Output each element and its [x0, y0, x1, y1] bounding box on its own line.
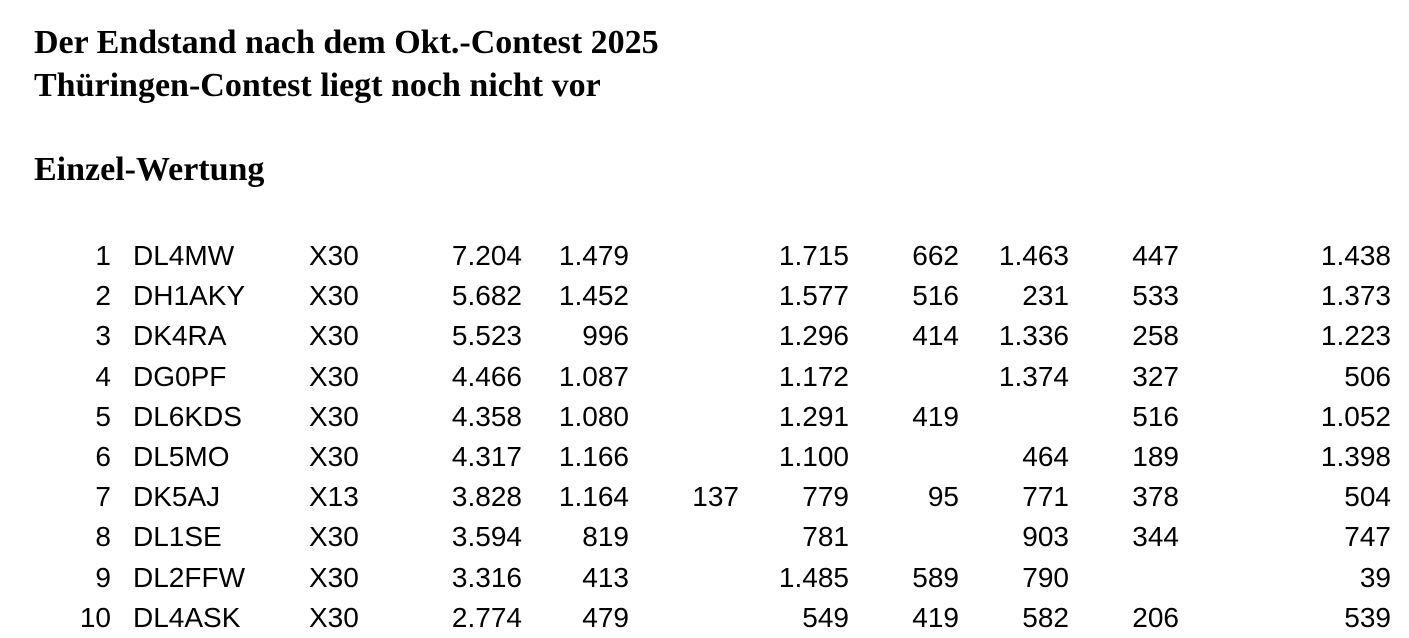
contest-score-cell-6: 189 — [1132, 440, 1179, 472]
total-score-cell: 3.828 — [451, 481, 522, 513]
callsign-cell: DH1AKY — [133, 280, 246, 312]
class-cell: X30 — [309, 601, 359, 633]
total-score-cell: 3.316 — [451, 561, 522, 593]
class-cell: X30 — [309, 400, 359, 432]
contest-score-cell-5: 1.336 — [998, 320, 1069, 352]
contest-score-cell-1: 1.087 — [558, 360, 629, 392]
section-title: Einzel-Wertung — [34, 151, 265, 188]
contest-score-cell-7: 39 — [1359, 561, 1391, 593]
contest-score-cell-4: 662 — [912, 240, 959, 271]
callsign-cell: DL5MO — [133, 440, 230, 472]
table-row — [0, 558, 1409, 598]
rank-cell: 6 — [95, 440, 111, 472]
total-score-cell: 2.774 — [451, 601, 522, 633]
contest-score-cell-3: 549 — [802, 601, 849, 633]
contest-score-cell-1: 1.166 — [558, 440, 629, 472]
rank-cell: 10 — [79, 601, 111, 633]
contest-score-cell-1: 1.452 — [558, 280, 629, 312]
rank-cell: 1 — [95, 240, 111, 271]
callsign-cell: DL2FFW — [133, 561, 245, 593]
rank-cell: 3 — [95, 320, 111, 352]
class-cell: X30 — [309, 440, 359, 472]
callsign-cell: DG0PF — [133, 360, 227, 392]
contest-score-cell-5: 582 — [1022, 601, 1069, 633]
contest-score-cell-4: 414 — [912, 320, 959, 352]
contest-score-cell-3: 1.100 — [778, 440, 849, 472]
class-cell: X30 — [309, 240, 359, 271]
contest-score-cell-7: 506 — [1344, 360, 1391, 392]
contest-score-cell-1: 1.479 — [558, 240, 629, 271]
total-score-cell: 4.358 — [451, 400, 522, 432]
contest-score-cell-5: 231 — [1022, 280, 1069, 312]
contest-score-cell-3: 1.485 — [778, 561, 849, 593]
contest-score-cell-5: 790 — [1022, 561, 1069, 593]
table-row — [0, 477, 1409, 517]
class-cell: X30 — [309, 561, 359, 593]
table-row — [0, 517, 1409, 557]
total-score-cell: 5.682 — [451, 280, 522, 312]
contest-score-cell-4: 419 — [912, 601, 959, 633]
table-row — [0, 316, 1409, 356]
rank-cell: 4 — [95, 360, 111, 392]
contest-score-cell-3: 781 — [802, 521, 849, 553]
contest-score-cell-7: 1.052 — [1320, 400, 1391, 432]
contest-score-cell-6: 344 — [1132, 521, 1179, 553]
contest-score-cell-4: 95 — [927, 481, 959, 513]
rank-cell: 2 — [95, 280, 111, 312]
contest-score-cell-1: 1.080 — [558, 400, 629, 432]
class-cell: X30 — [309, 360, 359, 392]
table-row — [0, 598, 1409, 638]
contest-score-cell-6: 533 — [1132, 280, 1179, 312]
document-title: Der Endstand nach dem Okt.-Contest 2025 — [34, 24, 659, 61]
contest-score-cell-3: 1.715 — [778, 240, 849, 271]
callsign-cell: DK5AJ — [133, 481, 221, 513]
contest-score-cell-1: 819 — [582, 521, 629, 553]
table-row — [0, 236, 1409, 276]
contest-score-cell-7: 747 — [1344, 521, 1391, 553]
contest-score-cell-7: 504 — [1344, 481, 1391, 513]
contest-score-cell-4: 419 — [912, 400, 959, 432]
contest-score-cell-6: 206 — [1132, 601, 1179, 633]
callsign-cell: DK4RA — [133, 320, 227, 352]
table-row — [0, 437, 1409, 477]
contest-score-cell-7: 1.223 — [1320, 320, 1391, 352]
contest-score-cell-6: 516 — [1132, 400, 1179, 432]
callsign-cell: DL4MW — [133, 240, 235, 271]
contest-score-cell-5: 771 — [1022, 481, 1069, 513]
contest-score-cell-3: 779 — [802, 481, 849, 513]
class-cell: X30 — [309, 280, 359, 312]
contest-score-cell-3: 1.172 — [778, 360, 849, 392]
table-row — [0, 357, 1409, 397]
class-cell: X30 — [309, 320, 359, 352]
class-cell: X30 — [309, 521, 359, 553]
contest-score-cell-3: 1.577 — [778, 280, 849, 312]
class-cell: X13 — [309, 481, 359, 513]
callsign-cell: DL6KDS — [133, 400, 242, 432]
contest-score-cell-1: 413 — [582, 561, 629, 593]
total-score-cell: 3.594 — [451, 521, 522, 553]
contest-score-cell-7: 1.398 — [1320, 440, 1391, 472]
callsign-cell: DL1SE — [133, 521, 222, 553]
total-score-cell: 4.466 — [451, 360, 522, 392]
contest-score-cell-7: 539 — [1344, 601, 1391, 633]
contest-score-cell-4: 589 — [912, 561, 959, 593]
rank-cell: 8 — [95, 521, 111, 553]
rank-cell: 5 — [95, 400, 111, 432]
contest-score-cell-4: 516 — [912, 280, 959, 312]
rank-cell: 7 — [95, 481, 111, 513]
contest-score-cell-5: 464 — [1022, 440, 1069, 472]
table-row — [0, 276, 1409, 316]
rank-cell: 9 — [95, 561, 111, 593]
table-row — [0, 397, 1409, 437]
contest-score-cell-1: 479 — [582, 601, 629, 633]
contest-score-cell-2: 137 — [692, 481, 739, 513]
contest-score-cell-6: 378 — [1132, 481, 1179, 513]
contest-score-cell-1: 996 — [582, 320, 629, 352]
contest-score-cell-3: 1.296 — [778, 320, 849, 352]
document-subtitle: Thüringen-Contest liegt noch nicht vor — [34, 67, 601, 104]
contest-score-cell-6: 447 — [1132, 240, 1179, 271]
contest-score-cell-5: 903 — [1022, 521, 1069, 553]
total-score-cell: 5.523 — [451, 320, 522, 352]
contest-score-cell-7: 1.373 — [1320, 280, 1391, 312]
contest-score-cell-3: 1.291 — [778, 400, 849, 432]
contest-score-cell-5: 1.374 — [998, 360, 1069, 392]
ranking-table — [0, 236, 1409, 638]
total-score-cell: 7.204 — [451, 240, 522, 271]
contest-score-cell-1: 1.164 — [558, 481, 629, 513]
contest-score-cell-6: 327 — [1132, 360, 1179, 392]
contest-score-cell-5: 1.463 — [998, 240, 1069, 271]
contest-score-cell-6: 258 — [1132, 320, 1179, 352]
callsign-cell: DL4ASK — [133, 601, 241, 633]
total-score-cell: 4.317 — [451, 440, 522, 472]
contest-score-cell-7: 1.438 — [1320, 240, 1391, 271]
